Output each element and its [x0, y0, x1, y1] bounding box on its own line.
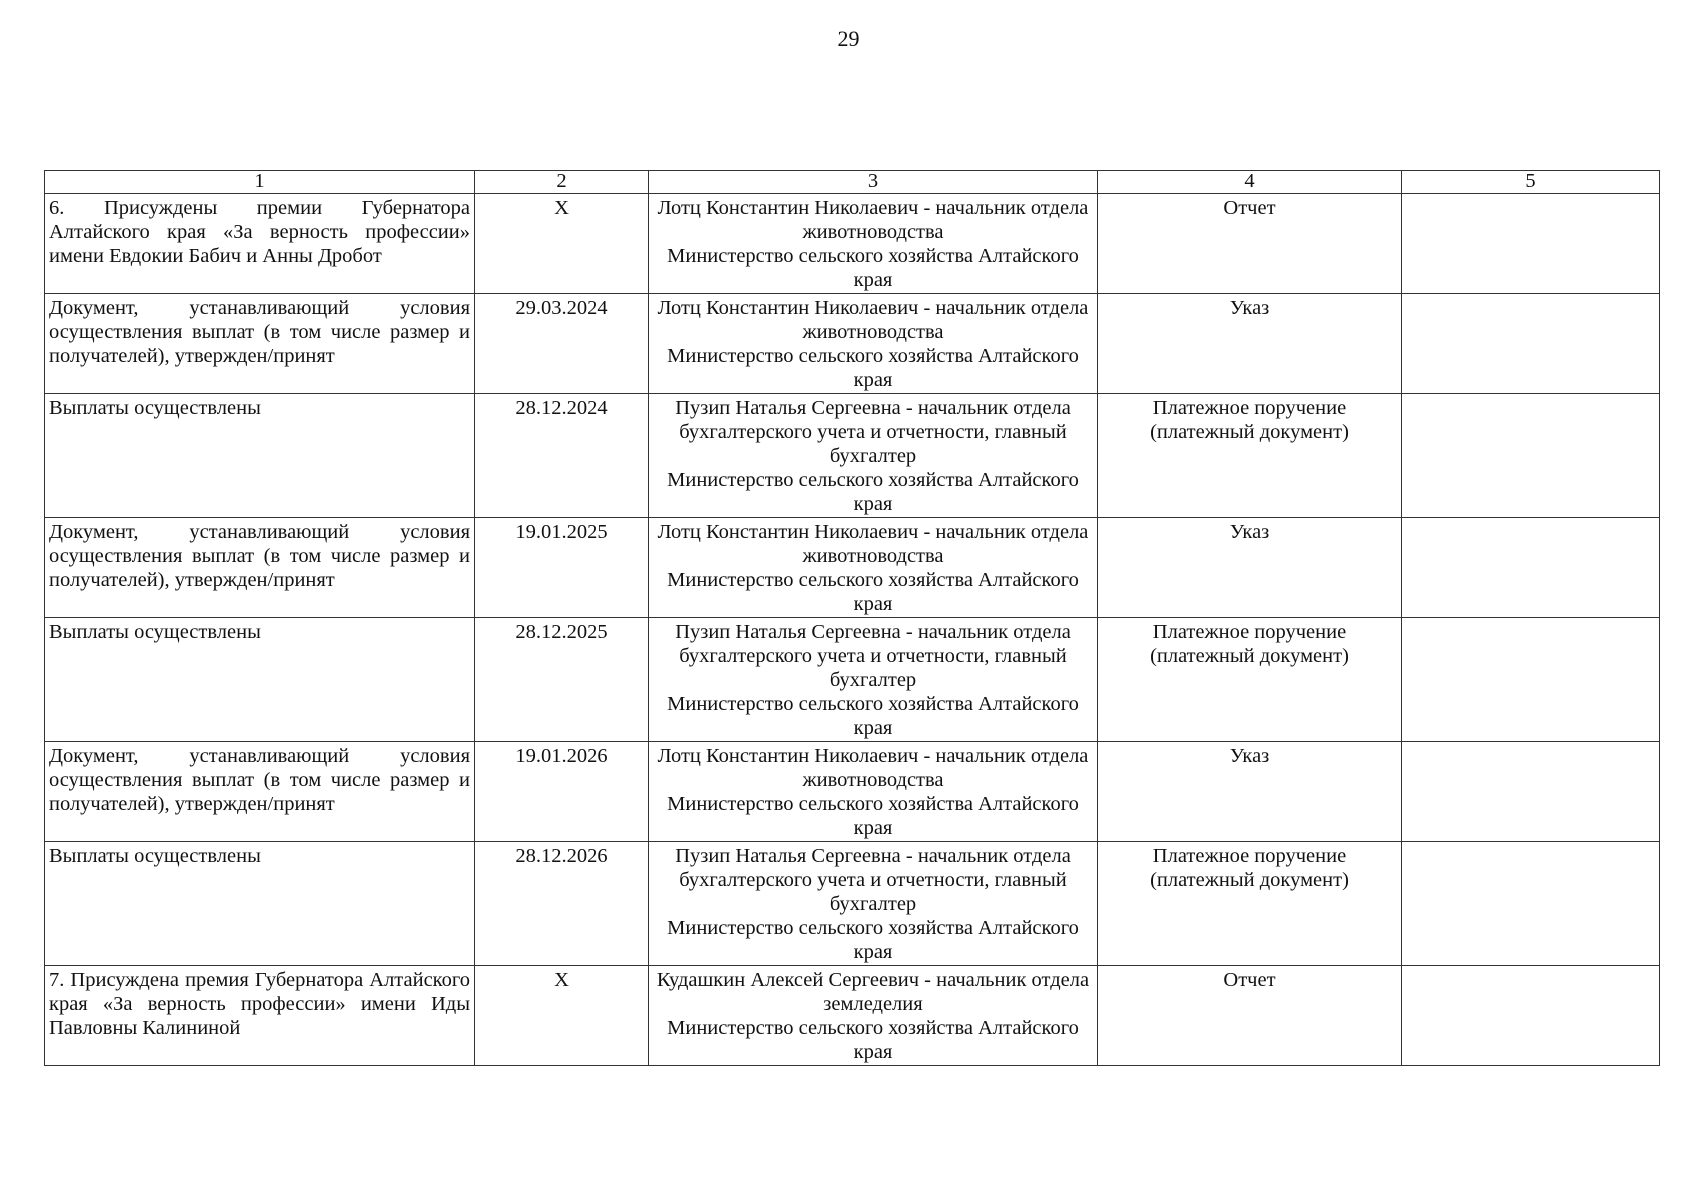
note-cell [1402, 742, 1660, 842]
responsible-org: Министерство сельского хозяйства Алтайского края [667, 917, 1079, 963]
responsible-org: Министерство сельского хозяйства Алтайского края [667, 793, 1079, 839]
date-cell: 28.12.2026 [475, 842, 649, 966]
document-cell: Указ [1098, 742, 1402, 842]
responsible-cell [649, 842, 1098, 966]
document-cell: Платежное поручение (платежный документ) [1098, 394, 1402, 518]
responsible-org: Министерство сельского хозяйства Алтайского края [667, 345, 1079, 391]
header-col-3: 3 [649, 171, 1098, 194]
responsible-cell [649, 742, 1098, 842]
responsible-person: Лотц Константин Николаевич - начальник отдела животноводства [657, 745, 1089, 791]
table-row [45, 294, 1660, 394]
date-cell: X [475, 966, 649, 1066]
document-cell: Платежное поручение (платежный документ) [1098, 618, 1402, 742]
table-row [45, 842, 1660, 966]
header-col-1: 1 [45, 171, 475, 194]
responsible-person: Лотц Константин Николаевич - начальник отдела животноводства [657, 297, 1089, 343]
note-cell [1402, 966, 1660, 1066]
table-row [45, 518, 1660, 618]
table-row [45, 194, 1660, 294]
event-cell: Документ, устанавливающий условия осуществления выплат (в том числе размер и получателей), утвержден/принят [45, 518, 475, 618]
document-cell: Отчет [1098, 966, 1402, 1066]
responsible-cell [649, 194, 1098, 294]
date-cell: X [475, 194, 649, 294]
table-row [45, 394, 1660, 518]
responsible-cell [649, 394, 1098, 518]
responsible-person: Пузип Наталья Сергеевна - начальник отдела бухгалтерского учета и отчетности, главный бухгалтер [675, 845, 1071, 915]
note-cell [1402, 294, 1660, 394]
date-cell: 28.12.2024 [475, 394, 649, 518]
table-row [45, 966, 1660, 1066]
date-cell: 28.12.2025 [475, 618, 649, 742]
event-cell: Выплаты осуществлены [45, 394, 475, 518]
header-row [45, 171, 1660, 194]
note-cell [1402, 842, 1660, 966]
responsible-cell [649, 294, 1098, 394]
document-cell: Отчет [1098, 194, 1402, 294]
page-number: 29 [837, 26, 860, 51]
responsible-org: Министерство сельского хозяйства Алтайского края [667, 693, 1079, 739]
responsible-person: Пузип Наталья Сергеевна - начальник отдела бухгалтерского учета и отчетности, главный бухгалтер [675, 397, 1071, 467]
document-cell: Указ [1098, 518, 1402, 618]
header-col-5: 5 [1402, 171, 1660, 194]
note-cell [1402, 618, 1660, 742]
plan-table [44, 170, 1660, 1066]
date-cell: 29.03.2024 [475, 294, 649, 394]
note-cell [1402, 394, 1660, 518]
document-cell: Указ [1098, 294, 1402, 394]
event-cell: Документ, устанавливающий условия осуществления выплат (в том числе размер и получателей), утвержден/принят [45, 294, 475, 394]
responsible-cell [649, 518, 1098, 618]
event-cell: Выплаты осуществлены [45, 842, 475, 966]
responsible-person: Лотц Константин Николаевич - начальник отдела животноводства [657, 197, 1089, 243]
responsible-cell [649, 618, 1098, 742]
header-col-2: 2 [475, 171, 649, 194]
header-col-4: 4 [1098, 171, 1402, 194]
note-cell [1402, 518, 1660, 618]
responsible-person: Лотц Константин Николаевич - начальник отдела животноводства [657, 521, 1089, 567]
event-cell: Документ, устанавливающий условия осуществления выплат (в том числе размер и получателей), утвержден/принят [45, 742, 475, 842]
event-cell: 6. Присуждены премии Губернатора Алтайского края «За верность профессии» имени Евдокии Бабич и Анны Дробот [45, 194, 475, 294]
responsible-person: Пузип Наталья Сергеевна - начальник отдела бухгалтерского учета и отчетности, главный бухгалтер [675, 621, 1071, 691]
event-cell: Выплаты осуществлены [45, 618, 475, 742]
responsible-person: Кудашкин Алексей Сергеевич - начальник отдела земледелия [656, 969, 1090, 1015]
responsible-org: Министерство сельского хозяйства Алтайского края [667, 469, 1079, 515]
responsible-cell [649, 966, 1098, 1066]
date-cell: 19.01.2026 [475, 742, 649, 842]
table-row [45, 742, 1660, 842]
event-cell: 7. Присуждена премия Губернатора Алтайского края «За верность профессии» имени Иды Павловны Калининой [45, 966, 475, 1066]
responsible-org: Министерство сельского хозяйства Алтайского края [667, 569, 1079, 615]
table-row [45, 618, 1660, 742]
note-cell [1402, 194, 1660, 294]
responsible-org: Министерство сельского хозяйства Алтайского края [667, 1017, 1079, 1063]
responsible-org: Министерство сельского хозяйства Алтайского края [667, 245, 1079, 291]
document-cell: Платежное поручение (платежный документ) [1098, 842, 1402, 966]
date-cell: 19.01.2025 [475, 518, 649, 618]
